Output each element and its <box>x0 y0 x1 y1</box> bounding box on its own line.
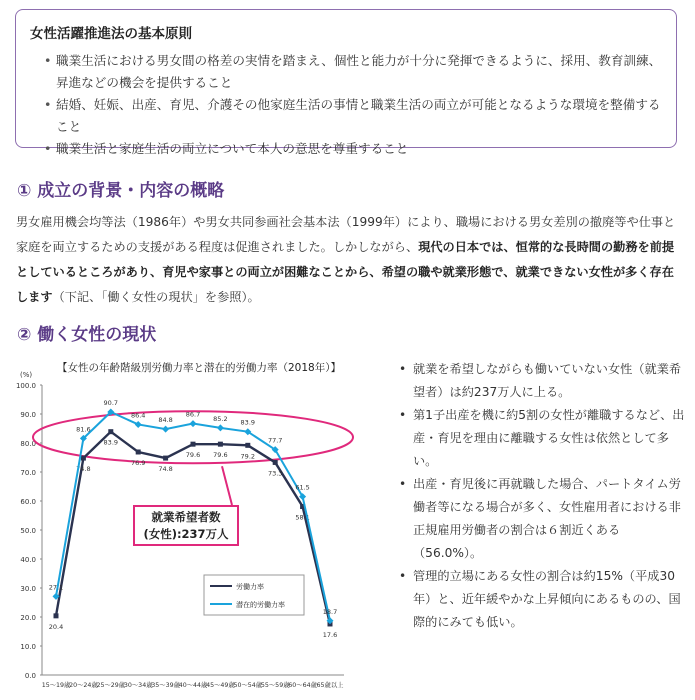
data-label: 73.3 <box>267 469 283 478</box>
data-point <box>108 429 113 434</box>
data-label: 79.6 <box>213 451 228 460</box>
x-tick-label: 55～59歳 <box>260 682 290 689</box>
data-point <box>191 442 196 447</box>
chart-title: 【女性の年齢階級別労働力率と潜在的労働力率（2018年）】 <box>57 362 341 374</box>
paragraph-text: 男女雇用機会均等法（1986年）や男女共同参画社会基本法（1999年）により、職場における男女差別の撤廃等や仕事と家庭を両立するための支援がある程度は促進されました。しかしながら、 <box>16 215 676 254</box>
data-label: 77.7 <box>267 436 283 445</box>
y-tick-label: 70.0 <box>20 469 36 477</box>
principles-box <box>15 9 677 156</box>
data-label: 20.4 <box>48 622 64 631</box>
x-tick-label: 25～29歳 <box>96 682 126 689</box>
data-label: 81.6 <box>76 425 91 434</box>
x-tick-label: 60～64歳 <box>288 682 317 689</box>
x-tick-label: 40～44歳 <box>178 682 208 689</box>
data-label: 79.2 <box>240 452 256 461</box>
y-tick-label: 10.0 <box>20 643 36 651</box>
y-tick-label: 90.0 <box>20 411 36 419</box>
data-point <box>190 420 197 427</box>
x-tick-label: 50～54歳 <box>233 682 263 689</box>
x-tick-label: 20～24歳 <box>69 682 98 689</box>
callout-line1: 就業希望者数 <box>151 510 221 524</box>
status-list <box>385 358 685 634</box>
y-tick-label: 50.0 <box>20 527 36 535</box>
y-tick-label: 20.0 <box>20 614 36 622</box>
data-label: 83.9 <box>240 418 256 427</box>
y-tick-label: 0.0 <box>24 672 36 680</box>
list-item: • 職業生活における男女間の格差の実情を踏まえ、個性と能力が十分に発揮できるように、採用、教育訓練、昇進などの機会を提供すること <box>44 50 662 94</box>
data-point <box>217 424 224 431</box>
data-label: 76.9 <box>130 458 146 467</box>
list-item: • 第1子出産を機に約5割の女性が離職するなど、出産・育児を理由に離職する女性は依然として多い。 <box>399 404 685 473</box>
principles-list <box>30 50 662 160</box>
y-tick-label: 80.0 <box>20 440 36 448</box>
section1-heading: ① 成立の背景・内容の概略 <box>17 181 225 201</box>
data-point <box>245 443 250 448</box>
data-point <box>54 613 59 618</box>
data-label: 86.7 <box>185 410 201 419</box>
y-axis-unit: (%) <box>20 371 33 379</box>
data-label: 61.5 <box>295 483 310 492</box>
section2-heading: ② 働く女性の現状 <box>17 325 157 345</box>
y-tick-label: 60.0 <box>20 498 36 506</box>
principles-title: 女性活躍推進法の基本原則 <box>30 26 192 42</box>
data-label: 74.8 <box>76 465 91 474</box>
data-point <box>273 460 278 465</box>
data-point <box>135 421 142 428</box>
data-point <box>162 426 169 433</box>
paragraph-bold-text: 現代の日本では、恒常的な長時間の勤務を前提としているところがあり、育児や家事との両立が困難なことから、希望の職や就業形態で、就業できない女性が多く存在します <box>16 240 675 304</box>
x-tick-label: 65歳以上 <box>316 682 344 689</box>
data-label: 85.2 <box>213 414 228 423</box>
data-label: 83.9 <box>103 438 119 447</box>
data-point <box>218 442 223 447</box>
data-label: 74.8 <box>158 465 173 474</box>
data-point <box>163 456 168 461</box>
list-item: • 職業生活と家庭生活の両立について本人の意思を尊重すること <box>44 138 662 160</box>
callout-box <box>133 505 239 546</box>
x-tick-label: 45～49歳 <box>206 682 235 689</box>
data-point <box>136 449 141 454</box>
x-tick-label: 30～34歳 <box>123 682 153 689</box>
data-label: 84.8 <box>158 416 173 425</box>
y-tick-label: 30.0 <box>20 585 36 593</box>
data-label: 58.1 <box>295 513 310 522</box>
list-item: • 管理的立場にある女性の割合は約15%（平成30年）と、近年緩やかな上昇傾向にあるものの、国際的にみても低い。 <box>399 565 685 634</box>
data-label: 17.6 <box>322 630 338 639</box>
data-label: 90.7 <box>103 398 119 407</box>
data-label: 86.4 <box>130 411 146 420</box>
x-tick-label: 35～39歳 <box>151 682 180 689</box>
y-tick-label: 40.0 <box>20 556 36 564</box>
legend-label: 労働力率 <box>236 583 264 591</box>
callout-connector <box>222 466 232 505</box>
list-item: • 出産・育児後に再就職した場合、パートタイム労働者等になる場合が多く、女性雇用者における非正規雇用労働者の割合は６割近くある（56.0%）。 <box>399 473 685 565</box>
list-item: • 就業を希望しながらも働いていない女性（就業希望者）は約237万人に上る。 <box>399 358 685 404</box>
section1-paragraph <box>16 210 681 310</box>
data-label: 18.7 <box>322 607 338 616</box>
legend-box <box>204 575 304 615</box>
data-label: 27.1 <box>48 583 64 592</box>
legend-label: 潜在的労働力率 <box>236 601 285 609</box>
data-label: 79.6 <box>185 451 201 460</box>
callout-line2: (女性):237万人 <box>143 527 229 541</box>
list-item: • 結婚、妊娠、出産、育児、介護その他家庭生活の事情と職業生活の両立が可能となるような環境を整備すること <box>44 94 662 138</box>
x-tick-label: 15～19歳 <box>41 682 71 689</box>
paragraph-text-end: （下記、「働く女性の現状」を参照）。 <box>52 290 260 304</box>
y-tick-label: 100.0 <box>15 382 36 390</box>
data-point <box>81 456 86 461</box>
